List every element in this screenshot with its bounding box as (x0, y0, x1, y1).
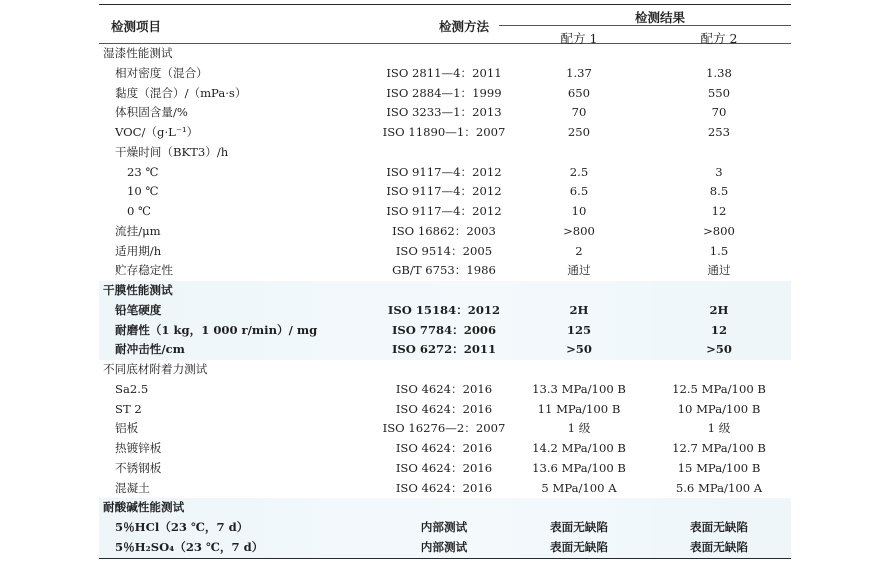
table-row (99, 400, 791, 420)
item-cell: 5％HCl（23 ℃，7 d） (115, 520, 249, 534)
table-row (99, 143, 791, 163)
formula-1-cell: 1 级 (567, 421, 591, 436)
table-row (99, 498, 791, 518)
formula-1-cell: 10 (571, 204, 587, 218)
method-cell: 内部测试 (420, 520, 468, 534)
method-cell: ISO 4624：2016 (395, 401, 493, 416)
formula-1-cell: >800 (563, 223, 595, 238)
item-cell: 23 ℃ (127, 164, 159, 179)
formula-1-cell: 250 (567, 125, 591, 139)
item-cell: 不锈钢板 (115, 460, 162, 475)
formula-1-cell: 2.5 (569, 164, 589, 179)
formula-1-cell: 5 MPa/100 A (541, 480, 617, 495)
item-cell: ST 2 (115, 401, 142, 416)
item-cell: 耐冲击性/cm (115, 342, 185, 357)
method-cell: ISO 9117—4：2012 (386, 164, 502, 179)
formula-2-cell: 12 (710, 322, 728, 337)
header-sub-rule (499, 25, 791, 26)
test-results-table (99, 4, 791, 559)
item-cell: 混凝土 (115, 480, 150, 495)
method-cell: ISO 4624：2016 (395, 480, 493, 495)
formula-1-cell: 1.37 (566, 65, 592, 80)
formula-2-cell: 10 MPa/100 B (677, 401, 761, 416)
formula-1-cell: 表面无缺陷 (550, 520, 608, 534)
method-cell: 内部测试 (420, 539, 468, 554)
table-row (99, 182, 791, 202)
method-cell: ISO 2811—4：2011 (386, 65, 502, 80)
item-cell: 铅笔硬度 (115, 302, 162, 317)
formula-1-cell: 表面无缺陷 (550, 539, 608, 554)
method-cell: ISO 4624：2016 (395, 381, 493, 396)
acid-alkali-section (99, 498, 791, 557)
formula-2-cell: 1.38 (706, 65, 732, 80)
table-row (99, 84, 791, 104)
method-cell: ISO 2884—1：1999 (386, 85, 502, 100)
table-row (99, 64, 791, 84)
header-result: 检测结果 (634, 10, 685, 25)
formula-1-cell: 2 (575, 243, 583, 258)
formula-1-cell: 13.6 MPa/100 B (532, 460, 626, 475)
formula-2-cell: 12.7 MPa/100 B (672, 441, 766, 455)
item-cell: Sa2.5 (115, 381, 149, 396)
table-row (99, 103, 791, 123)
method-cell: ISO 9514：2005 (395, 243, 493, 258)
formula-2-cell: >800 (703, 223, 735, 238)
method-cell: ISO 11890—1：2007 (382, 125, 506, 139)
method-cell: ISO 9117—4：2012 (386, 204, 502, 218)
table-row (99, 261, 791, 281)
item-cell: 铝板 (115, 421, 139, 436)
table-row (99, 538, 791, 558)
table-row (99, 380, 791, 400)
table-row (99, 459, 791, 479)
table-row (99, 360, 791, 380)
method-cell: ISO 9117—4：2012 (386, 184, 502, 199)
table-row (99, 518, 791, 538)
bottom-rule (99, 558, 791, 559)
method-cell: ISO 3233—1：2013 (386, 105, 502, 120)
formula-1-cell: 13.3 MPa/100 B (532, 381, 626, 396)
formula-2-cell: 表面无缺陷 (690, 520, 748, 534)
formula-2-cell: 550 (707, 85, 731, 100)
table-row (99, 479, 791, 499)
item-cell: 耐磨性（1 kg，1 000 r/min）/ mg (115, 322, 318, 337)
formula-2-cell: 1.5 (709, 243, 729, 258)
method-cell: ISO 16276—2：2007 (382, 421, 506, 436)
formula-2-cell: 12.5 MPa/100 B (672, 381, 766, 396)
table-row (99, 202, 791, 222)
dry-film-section (99, 281, 791, 360)
item-cell: VOC/（g·L⁻¹） (115, 125, 199, 139)
section-title: 干膜性能测试 (103, 283, 173, 297)
table-row (99, 419, 791, 439)
formula-2-cell: 15 MPa/100 B (677, 460, 761, 475)
formula-2-cell: 8.5 (709, 184, 729, 199)
method-cell: ISO 4624：2016 (395, 460, 493, 475)
item-cell: 0 ℃ (127, 204, 152, 218)
formula-1-cell: >50 (566, 342, 592, 357)
formula-2-cell: 表面无缺陷 (690, 539, 748, 554)
item-cell: 相对密度（混合） (115, 65, 208, 80)
formula-2-cell: 253 (707, 125, 731, 139)
header-item: 检测项目 (111, 19, 162, 34)
method-cell: ISO 15184：2012 (387, 302, 501, 317)
formula-1-cell: 125 (566, 322, 592, 337)
formula-1-cell: 14.2 MPa/100 B (532, 441, 626, 455)
header-method: 检测方法 (438, 19, 489, 34)
formula-2-cell: 70 (711, 105, 727, 120)
formula-2-cell: 通过 (707, 263, 731, 278)
formula-2-cell: 5.6 MPa/100 A (675, 480, 763, 495)
section-title: 耐酸碱性能测试 (103, 500, 185, 515)
header-formula-1: 配方 1 (560, 31, 598, 46)
header-formula-2: 配方 2 (700, 31, 738, 46)
table-row (99, 242, 791, 262)
table-header (99, 5, 791, 46)
table-row (99, 281, 791, 301)
item-cell: 贮存稳定性 (115, 263, 173, 278)
item-cell: 适用期/h (115, 243, 162, 258)
item-cell: 干燥时间（BKT3）/h (115, 144, 229, 159)
formula-2-cell: 12 (711, 204, 727, 218)
formula-2-cell: >50 (706, 342, 732, 357)
formula-2-cell: 2H (709, 302, 729, 317)
method-cell: ISO 6272：2011 (391, 342, 497, 357)
item-cell: 5％H₂SO₄（23 ℃，7 d） (115, 539, 264, 554)
item-cell: 流挂/μm (115, 223, 161, 238)
table-row (99, 321, 791, 341)
item-cell: 10 ℃ (127, 184, 159, 199)
table-row (99, 340, 791, 360)
table-row (99, 301, 791, 321)
formula-1-cell: 650 (567, 85, 591, 100)
method-cell: ISO 7784：2006 (391, 322, 497, 337)
table-row (99, 163, 791, 183)
formula-1-cell: 2H (569, 302, 589, 317)
item-cell: 热镀锌板 (115, 441, 162, 455)
item-cell: 黏度（混合）/（mPa·s） (115, 85, 247, 100)
formula-1-cell: 11 MPa/100 B (537, 401, 621, 416)
formula-2-cell: 1 级 (707, 421, 731, 436)
table-row (99, 44, 791, 64)
table-row (99, 123, 791, 143)
formula-1-cell: 70 (571, 105, 587, 120)
method-cell: ISO 16862：2003 (392, 223, 496, 238)
table-row (99, 222, 791, 242)
section-title: 不同底材附着力测试 (103, 362, 208, 376)
section-title: 湿漆性能测试 (103, 46, 173, 60)
method-cell: ISO 4624：2016 (395, 441, 493, 455)
item-cell: 体积固含量/% (115, 105, 188, 120)
method-cell: GB/T 6753：1986 (392, 263, 496, 278)
table-row (99, 439, 791, 459)
formula-1-cell: 通过 (567, 263, 591, 278)
formula-1-cell: 6.5 (569, 184, 589, 199)
formula-2-cell: 3 (715, 164, 723, 179)
